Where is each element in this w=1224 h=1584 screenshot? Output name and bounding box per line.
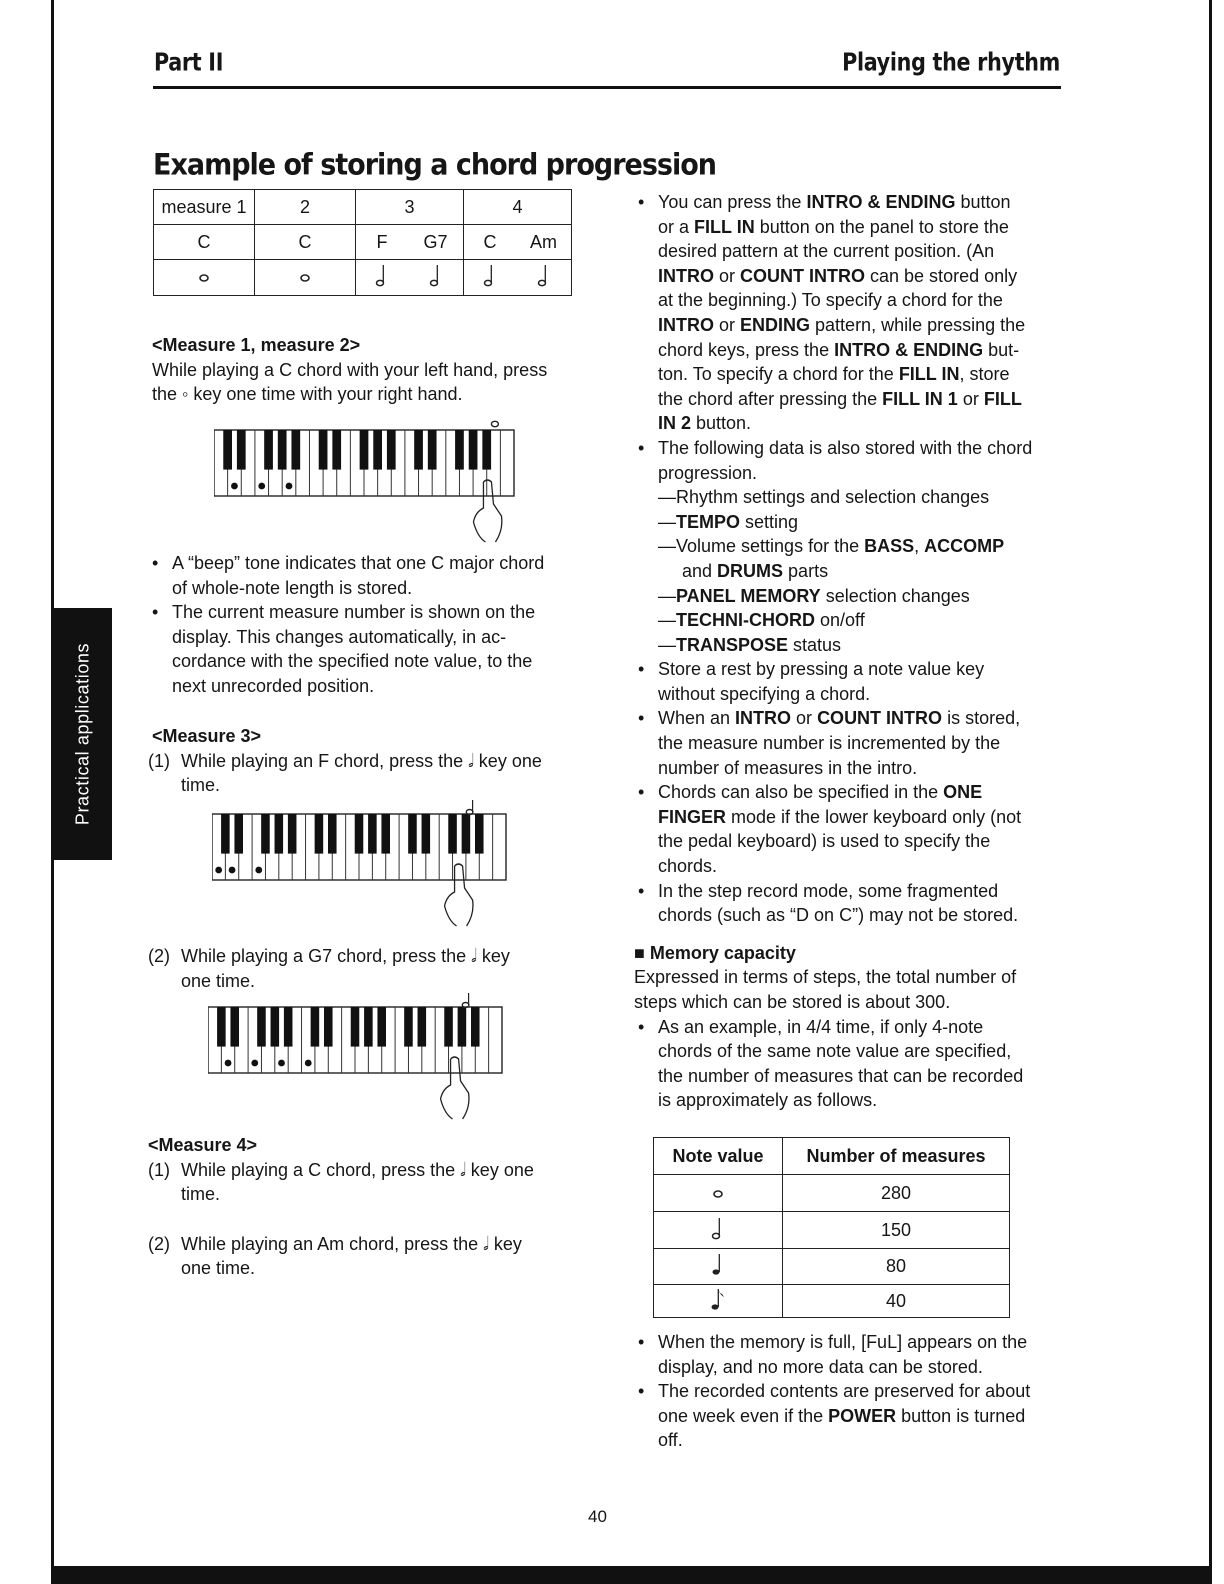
- black-key: [217, 1007, 226, 1047]
- pressed-key-dot: [305, 1060, 312, 1067]
- list-item: • As an example, in 4/4 time, if only 4-note chords of the same note value are specified, the number of measures that can be recorded is approximately as follows.: [634, 1015, 1064, 1113]
- list-item: • Chords can also be specified in the ONE FINGER mode if the lower keyboard only (not the pedal keyboard) is used to specify the chords.: [634, 780, 1064, 878]
- black-key: [377, 1007, 386, 1047]
- black-key: [319, 430, 328, 470]
- memory-capacity-table: [653, 1137, 1010, 1318]
- side-tab-label: Practical applications: [72, 642, 93, 826]
- black-key: [414, 430, 423, 470]
- measure-4-heading: <Measure 4>: [148, 1135, 258, 1155]
- list-item: • In the step record mode, some fragmented chords (such as “D on C”) may not be stored.: [634, 879, 1064, 928]
- pressed-key-dot: [258, 483, 265, 490]
- pressed-key-dot: [251, 1060, 258, 1067]
- text-line: the ◦ key one time with your right hand.: [152, 384, 463, 405]
- memory-capacity-heading: ■ Memory capacity: [634, 942, 796, 963]
- black-key: [462, 814, 471, 854]
- black-key: [223, 430, 232, 470]
- page-title: Example of storing a chord progression: [153, 148, 717, 183]
- measure-header: 3: [356, 190, 464, 225]
- measure-4-block: [148, 1133, 588, 1281]
- pressed-key-dot: [286, 483, 293, 490]
- black-key: [257, 1007, 266, 1047]
- step-item: (1) While playing an F chord, press the 𝅗𝅥 key one time.: [148, 750, 542, 796]
- list-item: • The recorded contents are preserved for about one week even if the POWER button is turned off.: [634, 1379, 1064, 1453]
- black-key: [387, 430, 396, 470]
- black-key: [471, 1007, 480, 1047]
- pressed-key-dot: [225, 1060, 232, 1067]
- half-note-icon: [516, 260, 572, 296]
- whole-note-icon: [654, 1175, 783, 1212]
- keyboard-keys: [208, 993, 502, 1119]
- black-key: [404, 1007, 413, 1047]
- half-note-icon: [356, 260, 409, 296]
- chord-progression-table: [153, 189, 572, 296]
- list-item: • Store a rest by pressing a note value key without specifying a chord.: [634, 657, 1064, 706]
- black-key: [381, 814, 390, 854]
- black-key: [234, 814, 243, 854]
- black-key: [482, 430, 491, 470]
- black-key: [418, 1007, 427, 1047]
- black-key: [455, 430, 464, 470]
- black-key: [408, 814, 417, 854]
- keyboard-illustration-1: [214, 416, 526, 544]
- black-key: [328, 814, 337, 854]
- half-note-icon: [464, 260, 517, 296]
- text-line: steps which can be stored is about 300.: [634, 992, 951, 1012]
- eighth-note-icon: [654, 1285, 783, 1318]
- black-key: [311, 1007, 320, 1047]
- black-key: [332, 430, 341, 470]
- black-key: [428, 430, 437, 470]
- half-note-icon: [408, 260, 464, 296]
- black-key: [237, 430, 246, 470]
- black-key: [364, 1007, 373, 1047]
- table-cell: 40: [783, 1285, 1010, 1318]
- black-key: [351, 1007, 360, 1047]
- black-key: [278, 430, 287, 470]
- black-key: [475, 814, 484, 854]
- whole-note-icon: [491, 421, 498, 426]
- table-cell: 80: [783, 1249, 1010, 1285]
- page-border-right: [1209, 0, 1212, 1584]
- list-item: • The following data is also stored with the chord progression. —Rhythm settings and selection changes —TEMPO setting —Volume settings for the BASS, ACCOMP and DRUMS parts —PANEL MEMORY selection changes —TECHNI-CHORD on/off —TRANSPOSE status: [634, 436, 1064, 657]
- black-key: [368, 814, 377, 854]
- page-number: 40: [588, 1507, 607, 1526]
- black-key: [458, 1007, 467, 1047]
- measure-3-step-2: [148, 944, 588, 993]
- black-key: [284, 1007, 293, 1047]
- black-key: [315, 814, 324, 854]
- chord-cell: G7: [408, 225, 464, 260]
- black-key: [444, 1007, 453, 1047]
- measure-3-block: [148, 724, 588, 798]
- keyboard-illustration-2: [212, 800, 518, 928]
- black-key: [275, 814, 284, 854]
- black-key: [288, 814, 297, 854]
- measure-1-2-heading: <Measure 1, measure 2>: [152, 335, 361, 355]
- pressed-key-dot: [229, 867, 236, 874]
- list-item: • The current measure number is shown on the display. This changes automatically, in ac- cordance with the specified note value, to the next unrecorded position.: [148, 600, 588, 698]
- whole-note-icon: [255, 260, 356, 296]
- measure-1-2-block: [152, 333, 592, 407]
- list-item: • When an INTRO or COUNT INTRO is stored, the measure number is incremented by the number of measures in the intro.: [634, 706, 1064, 780]
- half-note-icon: [654, 1212, 783, 1249]
- right-column: [634, 190, 1064, 1113]
- black-key: [373, 430, 382, 470]
- header-part: Part II: [154, 48, 224, 78]
- black-key: [221, 814, 230, 854]
- black-key: [324, 1007, 333, 1047]
- list-item: • You can press the INTRO & ENDING button or a FILL IN button on the panel to store the desired pattern at the current position. (An INTRO or COUNT INTRO can be stored only at the beginning.) To specify a chord for the INTRO or ENDING pattern, while pressing the chord keys, press the INTRO & ENDING but- ton. To specify a chord for the FILL IN, store the chord after pressing the FILL IN 1 or FILL IN 2 button.: [634, 190, 1064, 436]
- pressed-key-dot: [215, 867, 222, 874]
- table-cell: 280: [783, 1175, 1010, 1212]
- black-key: [355, 814, 364, 854]
- measure-3-heading: <Measure 3>: [152, 726, 262, 746]
- black-key: [291, 430, 300, 470]
- header-rule: [153, 86, 1061, 89]
- chord-cell: F: [356, 225, 409, 260]
- measure-1-2-notes: [148, 551, 588, 699]
- chord-cell: Am: [516, 225, 572, 260]
- step-item: (2) While playing an Am chord, press the 𝅗𝅥 key one time.: [148, 1233, 522, 1279]
- pressed-key-dot: [255, 867, 262, 874]
- black-key: [261, 814, 270, 854]
- black-key: [469, 430, 478, 470]
- pressed-key-dot: [231, 483, 238, 490]
- step-item: (2) While playing a G7 chord, press the 𝅗𝅥 key one time.: [148, 946, 510, 991]
- keyboard-keys: [214, 421, 514, 542]
- measure-header: 2: [255, 190, 356, 225]
- black-key: [271, 1007, 280, 1047]
- black-key: [230, 1007, 239, 1047]
- whole-note-icon: [154, 260, 255, 296]
- chord-cell: C: [255, 225, 356, 260]
- chord-cell: C: [464, 225, 517, 260]
- page-border-bottom: [51, 1566, 1212, 1584]
- black-key: [448, 814, 457, 854]
- side-tab: [54, 608, 112, 860]
- column-header: Note value: [654, 1138, 783, 1175]
- text-line: While playing a C chord with your left hand, press: [152, 359, 548, 380]
- step-item: (1) While playing a C chord, press the 𝅗𝅥 key one time.: [148, 1159, 534, 1205]
- black-key: [264, 430, 273, 470]
- header-section-title: Playing the rhythm: [842, 48, 1060, 78]
- chord-cell: C: [154, 225, 255, 260]
- keyboard-keys: [212, 800, 506, 926]
- text-line: Expressed in terms of steps, the total number of: [634, 967, 1017, 988]
- measure-header: 4: [464, 190, 572, 225]
- black-key: [422, 814, 431, 854]
- table-cell: 150: [783, 1212, 1010, 1249]
- quarter-note-icon: [654, 1249, 783, 1285]
- column-header: Number of measures: [783, 1138, 1010, 1175]
- right-column-footer: [634, 1330, 1064, 1453]
- list-item: • A “beep” tone indicates that one C major chord of whole-note length is stored.: [148, 551, 588, 600]
- pressed-key-dot: [278, 1060, 285, 1067]
- keyboard-illustration-3: [208, 993, 514, 1128]
- measure-header: measure 1: [154, 190, 255, 225]
- black-key: [360, 430, 369, 470]
- list-item: • When the memory is full, [FuL] appears on the display, and no more data can be stored.: [634, 1330, 1064, 1379]
